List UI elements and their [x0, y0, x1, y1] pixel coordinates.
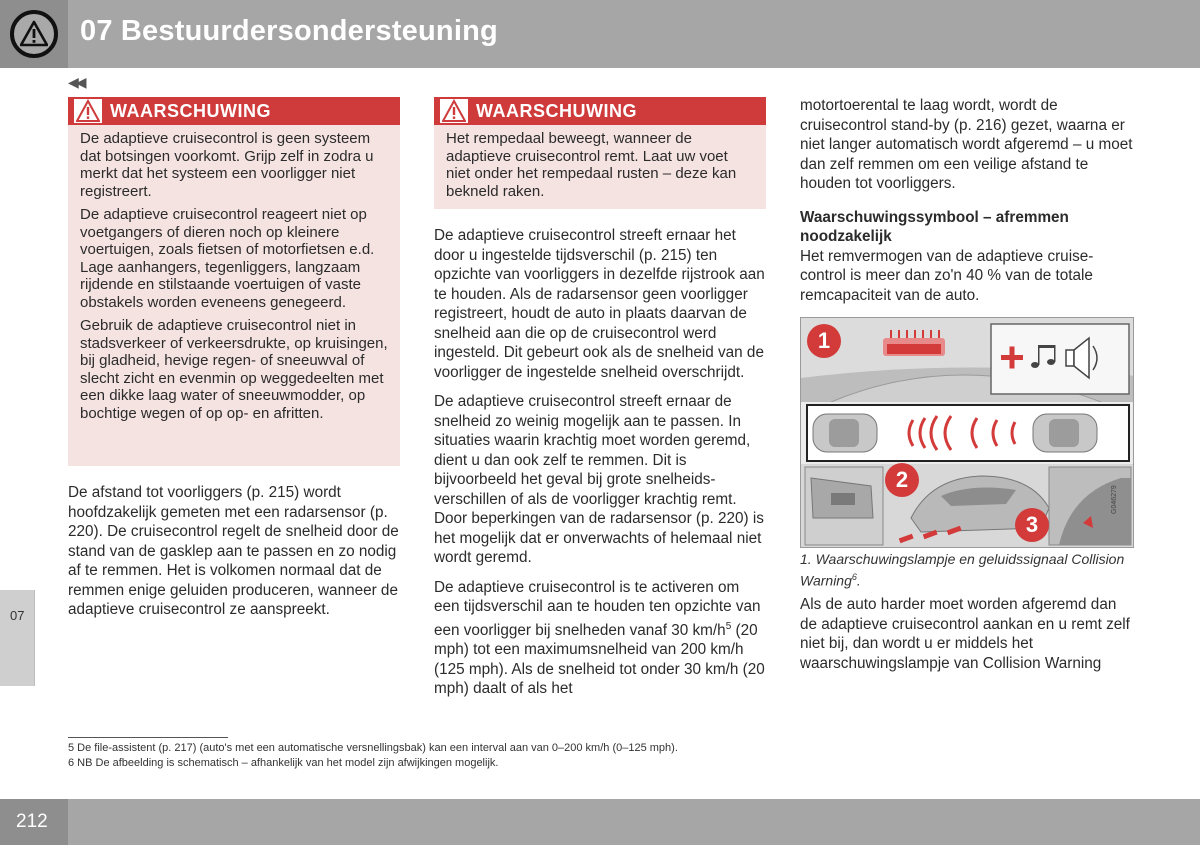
- warning-title: WAARSCHUWING: [110, 101, 271, 121]
- column-1-text: [68, 483, 400, 630]
- caption-text: 1. Waarschuwingslampje en geluidssignaal Collision Warning: [800, 551, 1125, 589]
- warning-box-left: [68, 97, 400, 466]
- page-number: 212: [0, 799, 68, 845]
- caption-text: .: [856, 572, 861, 589]
- figure-badge-2: 2: [885, 463, 919, 497]
- footnote-divider: [68, 737, 228, 738]
- warning-triangle-icon: [74, 99, 102, 123]
- warning-header: [68, 97, 400, 125]
- footnote-5: 5 De file-assistent (p. 217) (auto's met een automatische versnellingsbak) kan een interval aan van 0–200 km/h (0–125 mph).: [68, 742, 678, 754]
- body-paragraph: De adaptieve cruisecontrol streeft ernaar de snelheid zo weinig mogelijk aan te passen. In situaties waarin krachtig moet worden geremd, dient u dan ook zelf te remmen. Dit is bijvoorbeeld het geval bij grote snelheidsverschillen of als de voorligger krachtig remt. Door beperkingen van de radarsensor (p. 220) is het mogelijk dat er onverwachts of helemaal niet wordt geremd.: [434, 393, 764, 566]
- column-3-text-lower: [800, 595, 1134, 683]
- section-subheading: Waarschuwingssymbool – afremmen noodzakelijk: [800, 208, 1069, 245]
- footnote-ref[interactable]: 5: [725, 620, 732, 632]
- warning-paragraph: Het rempedaal beweegt, wanneer de adaptieve cruisecontrol remt. Laat uw voet niet onder het rempedaal rusten – deze kan bekneld raken.: [446, 130, 737, 200]
- body-paragraph: De adaptieve cruisecontrol streeft ernaar het door u ingestelde tijdsverschil (p. 215) ten opzichte van voorliggers in dezelfde rijstrook aan te houden. Als de radarsensor geen voorligger registreert, houdt de auto in plaats daarvan de snelheid aan die op de cruisecontrol werd ingesteld. Dit gebeurt ook als de snelheid van de voorligger de ingestelde snelheid overschrijdt.: [434, 227, 765, 381]
- text-span: De adaptieve cruisecontrol is te activeren om een tijdsverschil aan te houden ten opzichte van een voorligger bij snelheden vanaf 30 km/h: [434, 578, 761, 639]
- body-paragraph: motortoerental te laag wordt, wordt de cruisecontrol stand-by (p. 216) gezet, waarna er niet langer automatisch wordt afgeremd – u moet dan zelf remmen om een veilige afstand te houden tot voorliggers.: [800, 97, 1133, 192]
- warning-title: WAARSCHUWING: [476, 101, 637, 121]
- back-arrows-icon[interactable]: ◀◀: [68, 74, 84, 90]
- warning-box-middle: [434, 97, 766, 209]
- body-paragraph: Het remvermogen van de adaptieve cruisecontrol is meer dan zo'n 40 % van de totale remcapaciteit van de auto.: [800, 247, 1094, 304]
- warning-body: [68, 125, 400, 434]
- figure-illustration: [801, 318, 1134, 548]
- figure-badge-3: 3: [1015, 508, 1049, 542]
- page-header: [0, 0, 1200, 68]
- text-span: (20 mph) tot een maximumsnelheid van 200 km/h (125 mph). Als de snelheid tot onder 30 km/h (20 mph) daalt of als het: [434, 621, 765, 698]
- figure-badge-1: 1: [807, 324, 841, 358]
- footnote-6: 6 NB De afbeelding is schematisch – afhankelijk van het model zijn afwijkingen mogelijk.: [68, 757, 499, 769]
- chapter-title: 07 Bestuurdersondersteuning: [80, 15, 498, 47]
- image-code: G046279: [1111, 485, 1118, 514]
- side-tab-label: 07: [10, 608, 25, 623]
- column-2-text: [434, 226, 766, 709]
- body-paragraph: [434, 578, 766, 699]
- body-paragraph: De afstand tot voorliggers (p. 215) wordt hoofdzakelijk gemeten met een radarsensor (p. 220). De cruisecontrol regelt de snelheid door de stand van de gasklep aan te passen en zo nodig af te remmen. Het is volkomen normaal dat de remmen enige geluiden produceren, wanneer de adaptieve cruisecontrol ze aanspreekt.: [68, 484, 399, 618]
- warning-header: [434, 97, 766, 125]
- chapter-side-tab[interactable]: [0, 590, 35, 686]
- warning-triangle-icon: [440, 99, 468, 123]
- warning-paragraph: De adaptieve cruisecontrol reageert niet op voetgangers of dieren noch op kleinere voertuigen, zoals fietsen of motorfietsen e.d. Lage aanhangers, tegenliggers, langzaam rijdende en stilstaande voertuigen of vaste obstakels worden eveneens genegeerd.: [80, 206, 375, 311]
- header-icon-box: [0, 0, 68, 68]
- collision-warning-figure: [800, 317, 1134, 548]
- warning-paragraph: Gebruik de adaptieve cruisecontrol niet in stadsverkeer of verkeersdrukte, op kruisingen, bij gladheid, hevige regen- of sneeuwval of slecht zicht en evenmin op weggedeelten met een dikke laag water of sneeuwmodder, op bochtige wegen of op op- en afritten.: [80, 317, 388, 422]
- column-3-text: [800, 96, 1134, 315]
- warning-body: [434, 125, 766, 212]
- figure-caption: [800, 551, 1134, 590]
- page-footer: [0, 799, 1200, 845]
- footnotes: [68, 741, 678, 771]
- warning-circle-icon: [10, 10, 58, 58]
- footnote-ref[interactable]: 6: [851, 571, 857, 582]
- body-paragraph: Als de auto harder moet worden afgeremd dan de adaptieve cruisecontrol aankan en u remt zelf niet bij, dan wordt u er middels het waarschuwingslampje van Collision Warning: [800, 596, 1130, 672]
- warning-paragraph: De adaptieve cruisecontrol is geen systeem dat botsingen voorkomt. Grijp zelf in zodra u merkt dat het systeem een voorligger niet registreert.: [80, 130, 374, 200]
